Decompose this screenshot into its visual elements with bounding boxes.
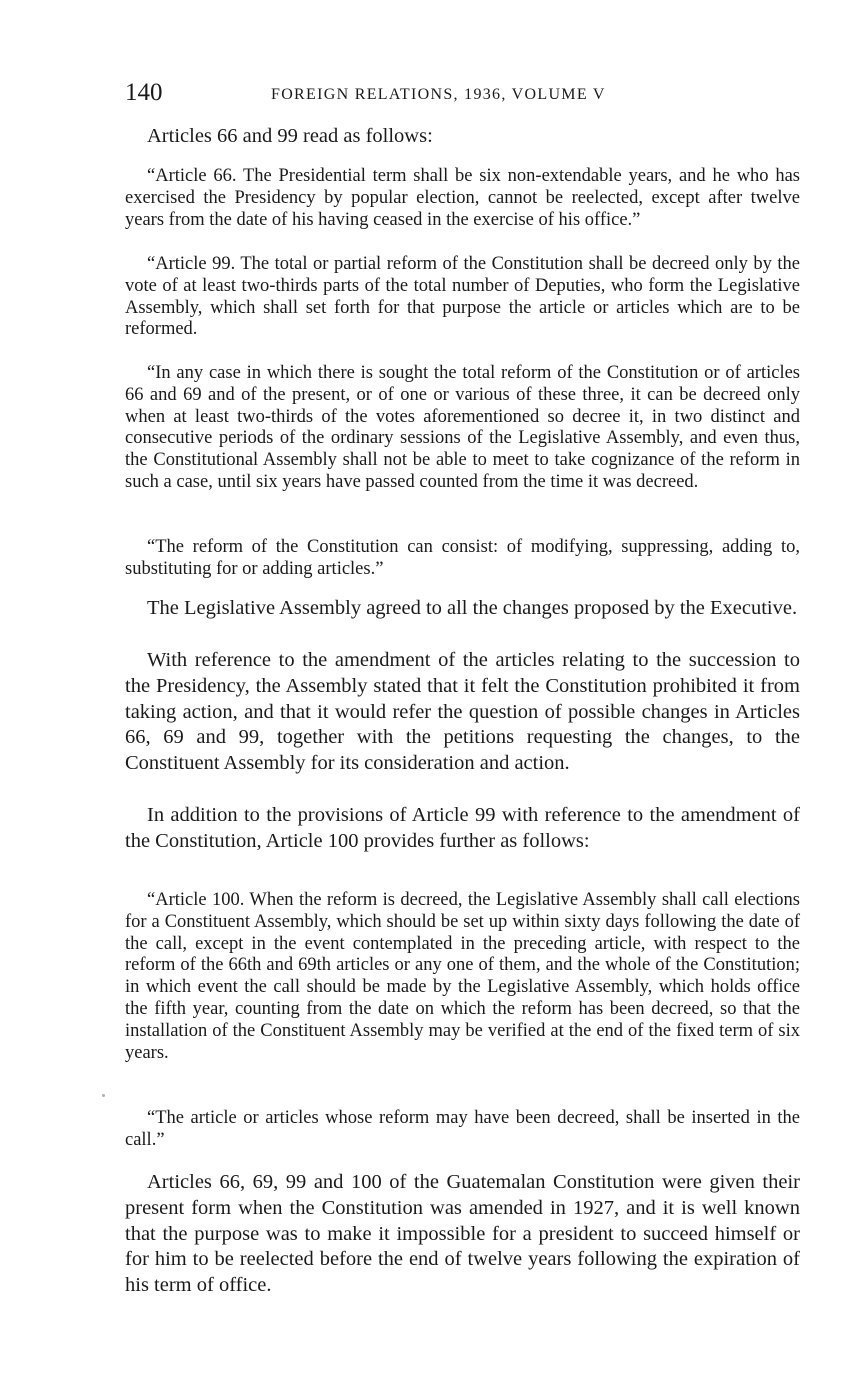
page-number: 140 — [125, 79, 163, 106]
quote-article-99: “Article 99. The total or partial reform of the Constitution shall be decreed only by the vote of at least two-thirds parts of the total number of Deputies, who form the Legislative Assembly, which shall set forth for that purpose the article or articles which are to be reformed. — [125, 254, 800, 340]
intro-paragraph: Articles 66 and 99 read as follows: — [147, 125, 433, 147]
page-header — [125, 78, 800, 112]
quote-article-100: “Article 100. When the reform is decreed, the Legislative Assembly shall call elections for a Constituent Assembly, which should be set up within sixty days following the date of the call, except in the event contemplated in the preceding article, with respect to the reform of the 66th and 69th articles or any one of them, and the whole of the Constitution; in which event the call should be made by the Legislative Assembly, which holds office the fifth year, counting from the date on which the reform has been decreed, so that the installation of the Constituent Assembly may be verified at the end of the fixed term of six years. — [125, 890, 800, 1063]
running-head: FOREIGN RELATIONS, 1936, VOLUME V — [271, 86, 606, 103]
quote-article-99-reform-types: “The reform of the Constitution can consist: of modifying, suppressing, adding to, substituting for or adding articles.” — [125, 537, 800, 579]
scan-speck — [102, 1094, 105, 1097]
closing-paragraph: Articles 66, 69, 99 and 100 of the Guatemalan Constitution were given their present form when the Constitution was amended in 1927, and it is well known that the purpose was to make it impossible for a president to succeed himself or for him to be reelected before the end of twelve years following the expiration of his term of office. — [125, 1171, 800, 1297]
article-100-intro-paragraph: In addition to the provisions of Article 99 with reference to the amendment of the Constitution, Article 100 provides further as follows: — [125, 804, 800, 852]
assembly-agreed-paragraph: The Legislative Assembly agreed to all the changes proposed by the Executive. — [147, 597, 798, 619]
quote-article-66: “Article 66. The Presidential term shall be six non-extendable years, and he who has exercised the Presidency by popular election, cannot be reelected, except after twelve years from the date of his having ceased in the exercise of his office.” — [125, 166, 800, 230]
quote-article-99-continued: “In any case in which there is sought the total reform of the Constitution or of articles 66 and 69 and of the present, or of one or various of these three, it can be decreed only when at least two-thirds of the votes aforementioned so decree it, in two distinct and consecutive periods of the ordinary sessions of the Legislative Assembly, and even thus, the Constitutional Assembly shall not be able to meet to take cognizance of the reform in such a case, until six years have passed counted from the time it was decreed. — [125, 363, 800, 492]
quote-article-100-call: “The article or articles whose reform may have been decreed, shall be inserted in the call.” — [125, 1108, 800, 1150]
succession-paragraph: With reference to the amendment of the articles relating to the succession to the Presidency, the Assembly stated that it felt the Constitution prohibited it from taking action, and that it would refer the question of possible changes in Articles 66, 69 and 99, together with the petitions requesting the changes, to the Constituent Assembly for its consideration and action. — [125, 649, 800, 775]
